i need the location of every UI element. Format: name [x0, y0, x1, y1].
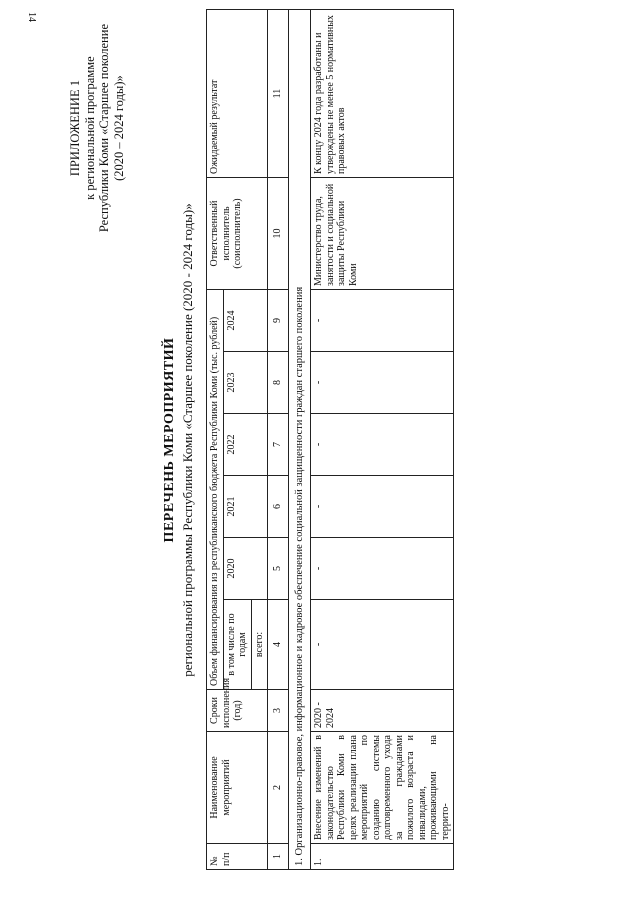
document-heading	[162, 0, 196, 880]
col-number: 8	[268, 352, 289, 414]
row-2024: -	[311, 290, 454, 352]
header-funding: Объем финансирования из республиканского бюджета Республики Коми (тыс. рублей)	[207, 290, 224, 690]
appendix-line-3: Республики Коми «Старшее поколение	[97, 24, 111, 233]
section-title: 1. Организационно-правовое, информационное и кадровое обеспечение социальной защищенности граждан старшего поколения	[288, 10, 311, 870]
header-2021: 2021	[223, 476, 268, 538]
col-number: 7	[268, 414, 289, 476]
col-number: 6	[268, 476, 289, 538]
row-2022: -	[311, 414, 454, 476]
header-2020: 2020	[223, 538, 268, 600]
col-number: 10	[268, 178, 289, 290]
col-number: 3	[268, 690, 289, 732]
header-2023: 2023	[223, 352, 268, 414]
row-result: К концу 2024 года разработаны и утверждены не менее 5 нормативных правовых актов	[311, 10, 454, 178]
header-result: Ожидаемый результат	[207, 10, 268, 178]
header-terms: Сроки исполнения (год)	[207, 690, 268, 732]
header-num: № п/п	[207, 844, 268, 870]
col-number: 5	[268, 538, 289, 600]
row-executor: Министерство труда, занятости и социальной защиты Республики Коми	[311, 178, 454, 290]
rotated-page	[12, 0, 636, 880]
document-title: ПЕРЕЧЕНЬ МЕРОПРИЯТИЙ	[162, 337, 177, 543]
row-2021: -	[311, 476, 454, 538]
col-number: 2	[268, 732, 289, 844]
header-2024: 2024	[223, 290, 268, 352]
appendix-line-4: (2020 – 2024 годы)»	[111, 75, 126, 181]
col-number: 4	[268, 600, 289, 690]
row-name: Внесение изменений в законодательство Республики Коми в целях реализации плана мероприятий по созданию системы долговременного ухода за гражданами пожилого возраста и инвалидами, проживающими на террито-	[311, 732, 454, 844]
row-num: 1.	[311, 844, 454, 870]
row-terms: 2020 - 2024	[311, 690, 454, 732]
activities-table	[206, 9, 454, 870]
column-number-row	[268, 10, 289, 870]
header-2022: 2022	[223, 414, 268, 476]
col-number: 1	[268, 844, 289, 870]
header-row-1	[207, 10, 224, 870]
row-2023: -	[311, 352, 454, 414]
col-number: 9	[268, 290, 289, 352]
header-executor: Ответственный исполнитель (соисполнитель)	[207, 178, 268, 290]
row-total: -	[311, 600, 454, 690]
table-row	[311, 10, 454, 870]
appendix-line-1: ПРИЛОЖЕНИЕ 1	[68, 80, 82, 177]
section-row	[288, 10, 311, 870]
header-total: всего:	[251, 600, 268, 690]
document-subtitle: региональной программы Республики Коми «Старшее поколение (2020 - 2024 годы)»	[180, 203, 195, 677]
col-number: 11	[268, 10, 289, 178]
header-total-sub: в том числе по годам	[223, 600, 251, 690]
appendix-line-2: к региональной программе	[82, 56, 97, 200]
page-number: 14	[26, 12, 37, 22]
header-name: Наименование мероприятий	[207, 732, 268, 844]
row-2020: -	[311, 538, 454, 600]
appendix-block	[68, 24, 126, 232]
